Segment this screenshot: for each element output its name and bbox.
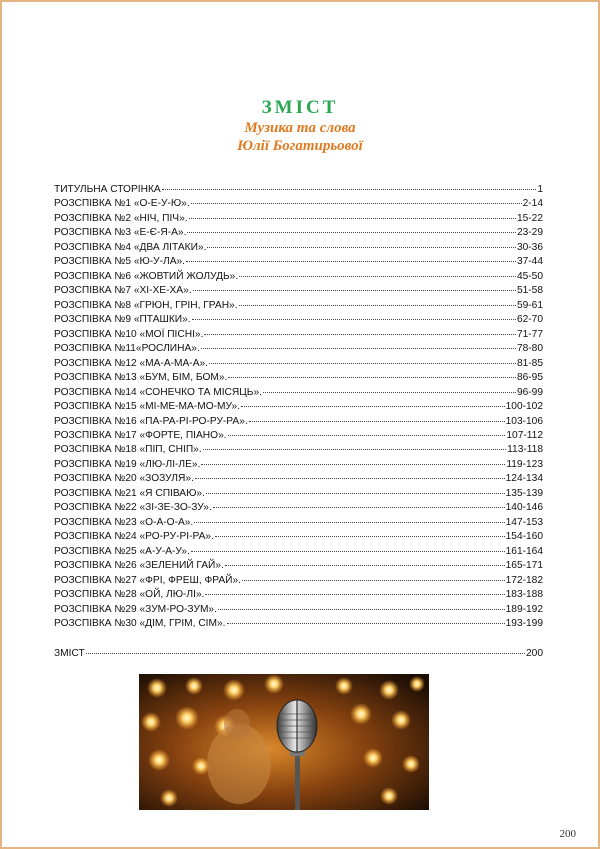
toc-dot-leader <box>204 326 516 335</box>
toc-entry-pages: 172-182 <box>505 574 543 586</box>
toc-dot-leader <box>192 311 516 320</box>
toc-entry-pages: 161-164 <box>505 545 543 557</box>
page-title: ЗМІСТ <box>261 97 339 118</box>
toc-entry-pages: 51-58 <box>516 285 543 297</box>
toc-entry-pages: 78-80 <box>516 343 543 355</box>
toc-entry[interactable] <box>54 617 543 631</box>
toc-entry-title: ЗМІСТ <box>54 647 85 659</box>
toc-entry-title: РОЗСПІВКА №6 «ЖОВТИЙ ЖОЛУДЬ». <box>54 270 239 282</box>
toc-entry-title: ТИТУЛЬНА СТОРІНКА <box>54 184 161 195</box>
toc-dot-leader <box>162 181 537 190</box>
toc-entry-pages: 140-146 <box>505 502 543 514</box>
toc-entry-pages: 37-44 <box>516 256 543 268</box>
toc-entry[interactable] <box>54 647 543 661</box>
toc-entry-pages: 189-192 <box>505 603 543 615</box>
toc-dot-leader <box>209 355 516 364</box>
toc-entry-pages: 62-70 <box>516 314 543 326</box>
toc-entry-pages: 59-61 <box>516 299 543 311</box>
toc-dot-leader <box>86 645 525 654</box>
toc-entry-title: РОЗСПІВКА №17 «ФОРТЕ, ПІАНО». <box>54 429 227 441</box>
toc-dot-leader <box>227 615 505 624</box>
toc-dot-leader <box>228 369 516 378</box>
toc-entry-title: РОЗСПІВКА №19 «ЛЮ-ЛІ-ЛЕ». <box>54 458 201 470</box>
toc-entry-title: РОЗСПІВКА №9 «ПТАШКИ». <box>54 314 191 326</box>
toc-entry-pages: 23-29 <box>516 227 543 239</box>
toc-dot-leader <box>239 268 516 277</box>
toc-dot-leader <box>194 514 504 523</box>
toc-dot-leader <box>189 210 516 219</box>
toc-entry-title: РОЗСПІВКА №21 «Я СПІВАЮ». <box>54 487 205 499</box>
toc-dot-leader <box>191 195 522 204</box>
toc-dot-leader <box>193 282 516 291</box>
toc-entry-pages: 96-99 <box>516 386 543 398</box>
toc-entry-pages: 119-123 <box>506 458 543 470</box>
toc-entry-pages: 193-199 <box>505 618 543 630</box>
toc-entry-pages: 2-14 <box>522 198 543 210</box>
table-of-contents <box>54 183 543 661</box>
toc-entry-title: РОЗСПІВКА №29 «ЗУМ-РО-ЗУМ». <box>54 603 217 615</box>
page-number: 200 <box>559 828 576 840</box>
toc-dot-leader <box>186 253 516 262</box>
toc-dot-leader <box>242 572 505 581</box>
toc-dot-leader <box>215 528 505 537</box>
subtitle-author: Юлії Богатирьової <box>237 138 363 154</box>
toc-entry-pages: 45-50 <box>516 270 543 282</box>
toc-dot-leader <box>207 239 516 248</box>
toc-entry-title: РОЗСПІВКА №1 «О-Е-У-Ю». <box>54 198 190 210</box>
toc-entry-title: РОЗСПІВКА №13 «БУМ, БІМ, БОМ». <box>54 372 228 384</box>
toc-entry-title: РОЗСПІВКА №2 «НІЧ, ПІЧ». <box>54 212 188 224</box>
toc-entry-pages: 135-139 <box>505 487 543 499</box>
toc-entry-pages: 1 <box>537 184 543 195</box>
toc-dot-leader <box>239 297 516 306</box>
toc-dot-leader <box>201 456 505 465</box>
toc-entry-pages: 86-95 <box>516 372 543 384</box>
toc-entry-title: РОЗСПІВКА №22 «ЗІ-ЗЕ-ЗО-ЗУ». <box>54 502 212 514</box>
toc-entry-pages: 30-36 <box>516 241 543 253</box>
toc-dot-leader <box>191 543 505 552</box>
toc-entry-title: РОЗСПІВКА №25 «А-У-А-У». <box>54 545 190 557</box>
toc-entry-title: РОЗСПІВКА №16 «ПА-РА-РІ-РО-РУ-РА». <box>54 415 248 427</box>
toc-dot-leader <box>203 441 506 450</box>
toc-dot-leader <box>206 485 505 494</box>
toc-entry-pages: 15-22 <box>516 212 543 224</box>
toc-dot-leader <box>228 427 506 436</box>
toc-entry-title: РОЗСПІВКА №8 «ГРЮН, ГРІН, ГРАН». <box>54 299 238 311</box>
toc-entry-title: РОЗСПІВКА №18 «ПІП, СНІП». <box>54 444 202 456</box>
toc-entry-pages: 200 <box>526 647 543 659</box>
toc-entry-title: РОЗСПІВКА №12 «МА-А-МА-А». <box>54 357 208 369</box>
toc-dot-leader <box>213 499 505 508</box>
toc-entry-title: РОЗСПІВКА №11«РОСЛИНА». <box>54 343 200 355</box>
microphone-photo-illustration <box>139 674 429 810</box>
toc-entry-title: РОЗСПІВКА №26 «ЗЕЛЕНИЙ ГАЙ». <box>54 560 224 572</box>
toc-entry-title: РОЗСПІВКА №3 «Е-Є-Я-А». <box>54 227 187 239</box>
toc-entry-pages: 147-153 <box>505 516 543 528</box>
toc-dot-leader <box>241 398 505 407</box>
toc-entry-title: РОЗСПІВКА №24 «РО-РУ-РІ-РА». <box>54 531 214 543</box>
toc-entry-title: РОЗСПІВКА №27 «ФРІ, ФРЕШ, ФРАЙ». <box>54 574 241 586</box>
toc-entry-pages: 103-106 <box>505 415 543 427</box>
toc-entry-title: РОЗСПІВКА №28 «ОЙ, ЛЮ-ЛІ». <box>54 589 205 601</box>
toc-dot-leader <box>249 413 505 422</box>
toc-entry-pages: 154-160 <box>505 531 543 543</box>
toc-entry-title: РОЗСПІВКА №20 «ЗОЗУЛЯ». <box>54 473 194 485</box>
toc-dot-leader <box>195 470 505 479</box>
toc-entry-title: РОЗСПІВКА №10 «МОЇ ПІСНІ». <box>54 328 204 340</box>
toc-dot-leader <box>205 586 504 595</box>
toc-entry-title: РОЗСПІВКА №15 «МІ-МЕ-МА-МО-МУ». <box>54 401 241 413</box>
subtitle-music-lyrics: Музика та слова <box>244 120 356 136</box>
toc-entry-pages: 81-85 <box>516 357 543 369</box>
toc-dot-leader <box>225 557 505 566</box>
toc-entry-pages: 107-112 <box>506 429 543 441</box>
toc-dot-leader <box>263 384 516 393</box>
toc-entry-pages: 71-77 <box>516 328 543 340</box>
toc-entry-title: РОЗСПІВКА №23 «О-А-О-А». <box>54 516 194 528</box>
toc-entry-pages: 100-102 <box>505 401 543 413</box>
toc-dot-leader <box>187 224 516 233</box>
toc-dot-leader <box>218 601 505 610</box>
toc-entry-pages: 183-188 <box>505 589 543 601</box>
toc-entry-pages: 165-171 <box>505 560 543 572</box>
toc-entry-title: РОЗСПІВКА №30 «ДІМ, ГРІМ, СІМ». <box>54 618 226 630</box>
toc-entry-title: РОЗСПІВКА №4 «ДВА ЛІТАКИ». <box>54 241 207 253</box>
toc-dot-leader <box>201 340 516 349</box>
toc-entry-title: РОЗСПІВКА №7 «ХІ-ХЕ-ХА». <box>54 285 192 297</box>
toc-entry-title: РОЗСПІВКА №5 «Ю-У-ЛА». <box>54 256 186 268</box>
toc-entry-pages: 124-134 <box>505 473 543 485</box>
toc-entry-pages: 113-118 <box>507 444 543 456</box>
microphone-stage-photo <box>139 674 429 810</box>
toc-entry-title: РОЗСПІВКА №14 «СОНЕЧКО ТА МІСЯЦЬ». <box>54 386 262 398</box>
